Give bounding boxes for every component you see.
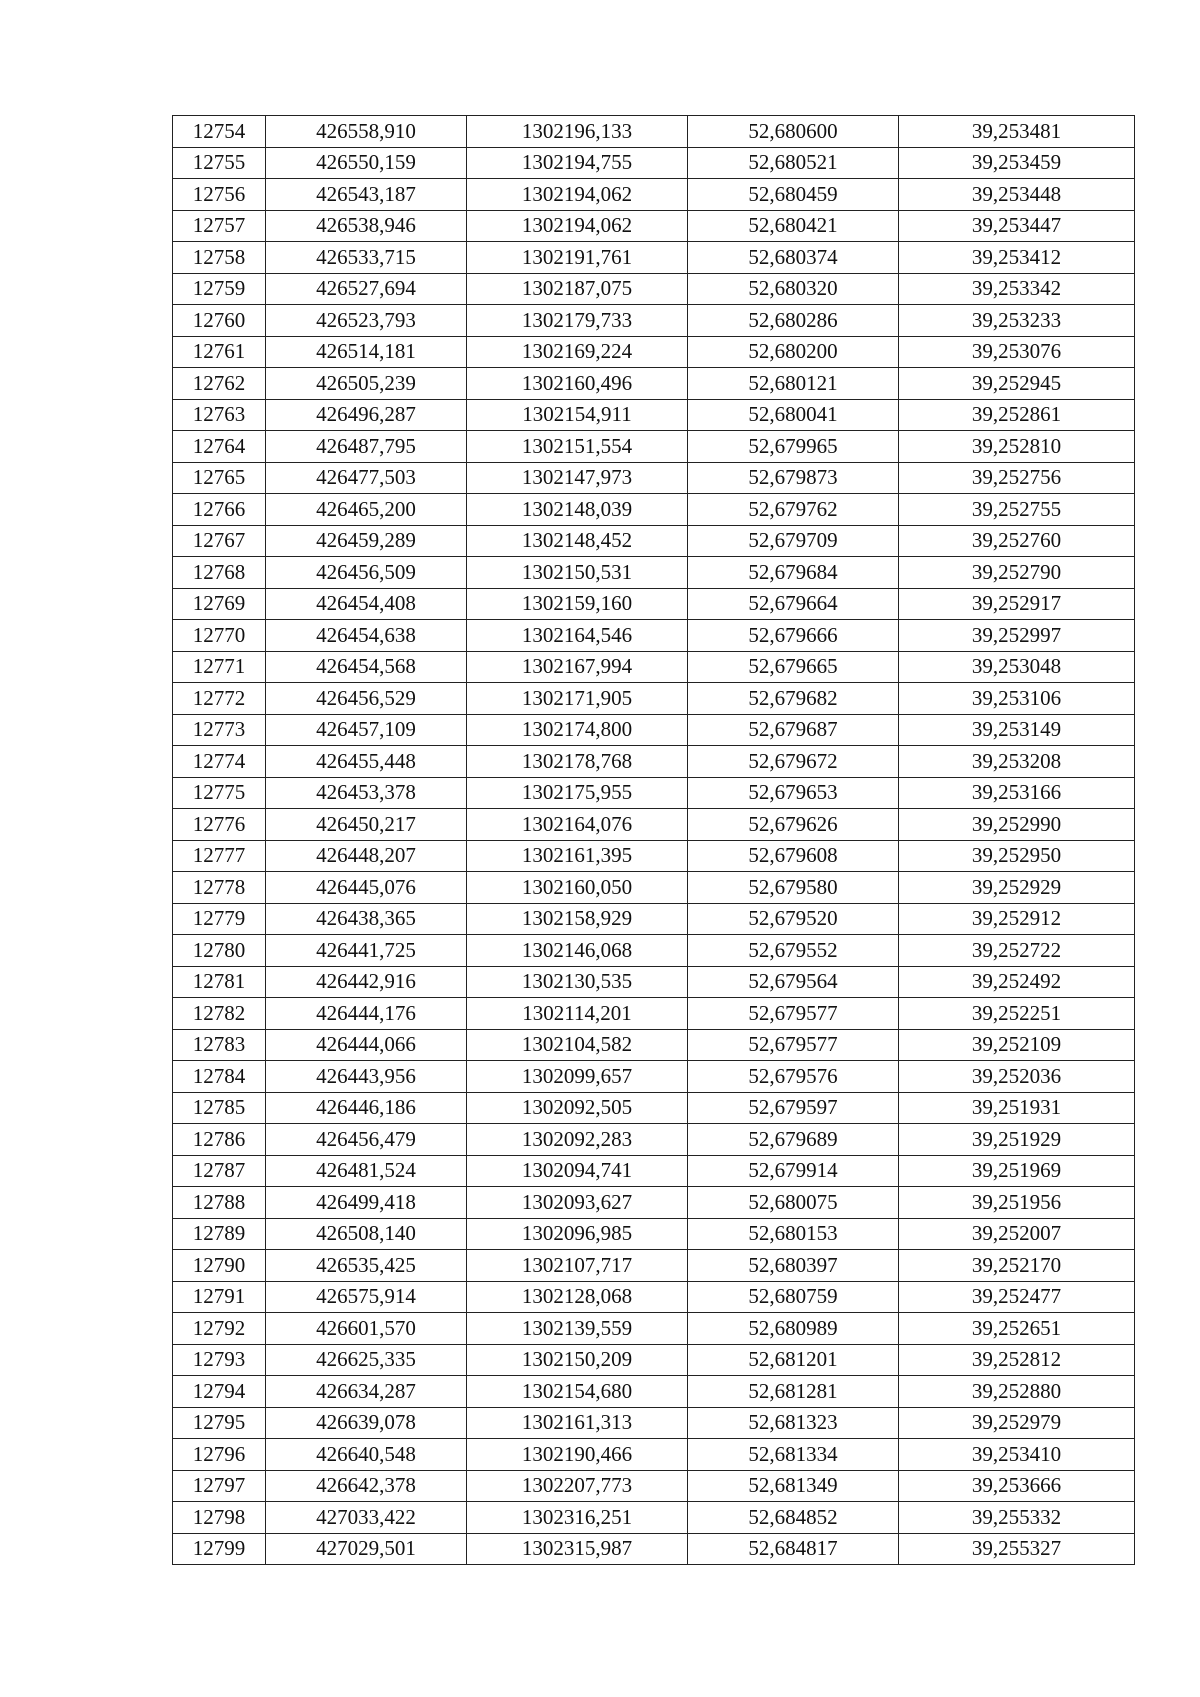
point-number-cell: 12767 xyxy=(173,525,266,557)
latitude-cell: 52,680459 xyxy=(688,179,899,211)
x-coordinate-cell: 426639,078 xyxy=(266,1407,467,1439)
latitude-cell: 52,680153 xyxy=(688,1218,899,1250)
x-coordinate-cell: 426625,335 xyxy=(266,1344,467,1376)
point-number-cell: 12786 xyxy=(173,1124,266,1156)
x-coordinate-cell: 426505,239 xyxy=(266,368,467,400)
table-row xyxy=(173,210,1135,242)
y-coordinate-cell: 1302130,535 xyxy=(467,966,688,998)
point-number-cell: 12755 xyxy=(173,147,266,179)
latitude-cell: 52,680759 xyxy=(688,1281,899,1313)
table-row xyxy=(173,336,1135,368)
longitude-cell: 39,253208 xyxy=(899,746,1135,778)
table-row xyxy=(173,935,1135,967)
point-number-cell: 12794 xyxy=(173,1376,266,1408)
latitude-cell: 52,679576 xyxy=(688,1061,899,1093)
longitude-cell: 39,252492 xyxy=(899,966,1135,998)
point-number-cell: 12773 xyxy=(173,714,266,746)
longitude-cell: 39,253481 xyxy=(899,116,1135,148)
y-coordinate-cell: 1302150,209 xyxy=(467,1344,688,1376)
longitude-cell: 39,252651 xyxy=(899,1313,1135,1345)
x-coordinate-cell: 426454,568 xyxy=(266,651,467,683)
longitude-cell: 39,251969 xyxy=(899,1155,1135,1187)
x-coordinate-cell: 426550,159 xyxy=(266,147,467,179)
latitude-cell: 52,681323 xyxy=(688,1407,899,1439)
y-coordinate-cell: 1302094,741 xyxy=(467,1155,688,1187)
longitude-cell: 39,252861 xyxy=(899,399,1135,431)
y-coordinate-cell: 1302147,973 xyxy=(467,462,688,494)
y-coordinate-cell: 1302169,224 xyxy=(467,336,688,368)
y-coordinate-cell: 1302315,987 xyxy=(467,1533,688,1565)
y-coordinate-cell: 1302175,955 xyxy=(467,777,688,809)
table-row xyxy=(173,1029,1135,1061)
longitude-cell: 39,253448 xyxy=(899,179,1135,211)
latitude-cell: 52,679682 xyxy=(688,683,899,715)
latitude-cell: 52,679597 xyxy=(688,1092,899,1124)
point-number-cell: 12789 xyxy=(173,1218,266,1250)
point-number-cell: 12776 xyxy=(173,809,266,841)
y-coordinate-cell: 1302093,627 xyxy=(467,1187,688,1219)
x-coordinate-cell: 426454,638 xyxy=(266,620,467,652)
longitude-cell: 39,252997 xyxy=(899,620,1135,652)
latitude-cell: 52,684852 xyxy=(688,1502,899,1534)
point-number-cell: 12799 xyxy=(173,1533,266,1565)
longitude-cell: 39,252790 xyxy=(899,557,1135,589)
table-row xyxy=(173,525,1135,557)
x-coordinate-cell: 426445,076 xyxy=(266,872,467,904)
longitude-cell: 39,253106 xyxy=(899,683,1135,715)
latitude-cell: 52,680397 xyxy=(688,1250,899,1282)
y-coordinate-cell: 1302114,201 xyxy=(467,998,688,1030)
y-coordinate-cell: 1302159,160 xyxy=(467,588,688,620)
longitude-cell: 39,252722 xyxy=(899,935,1135,967)
latitude-cell: 52,679873 xyxy=(688,462,899,494)
point-number-cell: 12790 xyxy=(173,1250,266,1282)
x-coordinate-cell: 426601,570 xyxy=(266,1313,467,1345)
y-coordinate-cell: 1302099,657 xyxy=(467,1061,688,1093)
latitude-cell: 52,680600 xyxy=(688,116,899,148)
longitude-cell: 39,252007 xyxy=(899,1218,1135,1250)
latitude-cell: 52,679762 xyxy=(688,494,899,526)
point-number-cell: 12766 xyxy=(173,494,266,526)
x-coordinate-cell: 426444,066 xyxy=(266,1029,467,1061)
x-coordinate-cell: 426535,425 xyxy=(266,1250,467,1282)
y-coordinate-cell: 1302179,733 xyxy=(467,305,688,337)
point-number-cell: 12779 xyxy=(173,903,266,935)
longitude-cell: 39,252170 xyxy=(899,1250,1135,1282)
table-row xyxy=(173,620,1135,652)
point-number-cell: 12764 xyxy=(173,431,266,463)
point-number-cell: 12791 xyxy=(173,1281,266,1313)
y-coordinate-cell: 1302160,496 xyxy=(467,368,688,400)
table-row xyxy=(173,368,1135,400)
point-number-cell: 12771 xyxy=(173,651,266,683)
longitude-cell: 39,253342 xyxy=(899,273,1135,305)
point-number-cell: 12769 xyxy=(173,588,266,620)
latitude-cell: 52,679626 xyxy=(688,809,899,841)
y-coordinate-cell: 1302174,800 xyxy=(467,714,688,746)
latitude-cell: 52,679709 xyxy=(688,525,899,557)
y-coordinate-cell: 1302092,505 xyxy=(467,1092,688,1124)
latitude-cell: 52,681201 xyxy=(688,1344,899,1376)
y-coordinate-cell: 1302154,911 xyxy=(467,399,688,431)
y-coordinate-cell: 1302164,076 xyxy=(467,809,688,841)
latitude-cell: 52,679564 xyxy=(688,966,899,998)
point-number-cell: 12797 xyxy=(173,1470,266,1502)
latitude-cell: 52,679664 xyxy=(688,588,899,620)
latitude-cell: 52,680521 xyxy=(688,147,899,179)
y-coordinate-cell: 1302150,531 xyxy=(467,557,688,589)
table-row xyxy=(173,179,1135,211)
latitude-cell: 52,679965 xyxy=(688,431,899,463)
point-number-cell: 12792 xyxy=(173,1313,266,1345)
point-number-cell: 12763 xyxy=(173,399,266,431)
y-coordinate-cell: 1302164,546 xyxy=(467,620,688,652)
x-coordinate-cell: 426496,287 xyxy=(266,399,467,431)
latitude-cell: 52,679552 xyxy=(688,935,899,967)
table-row xyxy=(173,903,1135,935)
x-coordinate-cell: 426443,956 xyxy=(266,1061,467,1093)
table-row xyxy=(173,273,1135,305)
point-number-cell: 12795 xyxy=(173,1407,266,1439)
point-number-cell: 12775 xyxy=(173,777,266,809)
longitude-cell: 39,252755 xyxy=(899,494,1135,526)
point-number-cell: 12772 xyxy=(173,683,266,715)
point-number-cell: 12793 xyxy=(173,1344,266,1376)
latitude-cell: 52,681281 xyxy=(688,1376,899,1408)
y-coordinate-cell: 1302178,768 xyxy=(467,746,688,778)
point-number-cell: 12777 xyxy=(173,840,266,872)
x-coordinate-cell: 426448,207 xyxy=(266,840,467,872)
latitude-cell: 52,679653 xyxy=(688,777,899,809)
point-number-cell: 12787 xyxy=(173,1155,266,1187)
latitude-cell: 52,684817 xyxy=(688,1533,899,1565)
table-row xyxy=(173,777,1135,809)
y-coordinate-cell: 1302107,717 xyxy=(467,1250,688,1282)
table-row xyxy=(173,1344,1135,1376)
longitude-cell: 39,252810 xyxy=(899,431,1135,463)
x-coordinate-cell: 426457,109 xyxy=(266,714,467,746)
latitude-cell: 52,680989 xyxy=(688,1313,899,1345)
table-row xyxy=(173,1376,1135,1408)
y-coordinate-cell: 1302151,554 xyxy=(467,431,688,463)
longitude-cell: 39,253076 xyxy=(899,336,1135,368)
x-coordinate-cell: 426499,418 xyxy=(266,1187,467,1219)
x-coordinate-cell: 426454,408 xyxy=(266,588,467,620)
longitude-cell: 39,251929 xyxy=(899,1124,1135,1156)
point-number-cell: 12754 xyxy=(173,116,266,148)
x-coordinate-cell: 426441,725 xyxy=(266,935,467,967)
x-coordinate-cell: 426487,795 xyxy=(266,431,467,463)
latitude-cell: 52,680041 xyxy=(688,399,899,431)
point-number-cell: 12760 xyxy=(173,305,266,337)
table-row xyxy=(173,1470,1135,1502)
x-coordinate-cell: 426465,200 xyxy=(266,494,467,526)
longitude-cell: 39,252756 xyxy=(899,462,1135,494)
latitude-cell: 52,680200 xyxy=(688,336,899,368)
x-coordinate-cell: 426538,946 xyxy=(266,210,467,242)
longitude-cell: 39,252990 xyxy=(899,809,1135,841)
longitude-cell: 39,252880 xyxy=(899,1376,1135,1408)
table-row xyxy=(173,462,1135,494)
table-row xyxy=(173,1250,1135,1282)
longitude-cell: 39,252036 xyxy=(899,1061,1135,1093)
table-row xyxy=(173,1124,1135,1156)
y-coordinate-cell: 1302158,929 xyxy=(467,903,688,935)
point-number-cell: 12770 xyxy=(173,620,266,652)
table-row xyxy=(173,1218,1135,1250)
y-coordinate-cell: 1302161,313 xyxy=(467,1407,688,1439)
x-coordinate-cell: 426456,479 xyxy=(266,1124,467,1156)
longitude-cell: 39,255327 xyxy=(899,1533,1135,1565)
latitude-cell: 52,679689 xyxy=(688,1124,899,1156)
latitude-cell: 52,679577 xyxy=(688,1029,899,1061)
y-coordinate-cell: 1302096,985 xyxy=(467,1218,688,1250)
x-coordinate-cell: 426477,503 xyxy=(266,462,467,494)
x-coordinate-cell: 426456,529 xyxy=(266,683,467,715)
longitude-cell: 39,252950 xyxy=(899,840,1135,872)
latitude-cell: 52,680421 xyxy=(688,210,899,242)
table-row xyxy=(173,714,1135,746)
y-coordinate-cell: 1302194,062 xyxy=(467,179,688,211)
table-row xyxy=(173,998,1135,1030)
table-row xyxy=(173,1281,1135,1313)
table-row xyxy=(173,1313,1135,1345)
latitude-cell: 52,680121 xyxy=(688,368,899,400)
table-row xyxy=(173,683,1135,715)
x-coordinate-cell: 426575,914 xyxy=(266,1281,467,1313)
longitude-cell: 39,252979 xyxy=(899,1407,1135,1439)
point-number-cell: 12759 xyxy=(173,273,266,305)
table-row xyxy=(173,651,1135,683)
latitude-cell: 52,679580 xyxy=(688,872,899,904)
point-number-cell: 12774 xyxy=(173,746,266,778)
y-coordinate-cell: 1302194,062 xyxy=(467,210,688,242)
longitude-cell: 39,253149 xyxy=(899,714,1135,746)
y-coordinate-cell: 1302139,559 xyxy=(467,1313,688,1345)
table-row xyxy=(173,809,1135,841)
point-number-cell: 12762 xyxy=(173,368,266,400)
longitude-cell: 39,251931 xyxy=(899,1092,1135,1124)
point-number-cell: 12768 xyxy=(173,557,266,589)
y-coordinate-cell: 1302104,582 xyxy=(467,1029,688,1061)
table-row xyxy=(173,1533,1135,1565)
table-row xyxy=(173,242,1135,274)
point-number-cell: 12761 xyxy=(173,336,266,368)
table-row xyxy=(173,1155,1135,1187)
table-row xyxy=(173,872,1135,904)
table-row xyxy=(173,116,1135,148)
x-coordinate-cell: 426438,365 xyxy=(266,903,467,935)
point-number-cell: 12765 xyxy=(173,462,266,494)
x-coordinate-cell: 426456,509 xyxy=(266,557,467,589)
x-coordinate-cell: 426508,140 xyxy=(266,1218,467,1250)
longitude-cell: 39,252945 xyxy=(899,368,1135,400)
x-coordinate-cell: 426442,916 xyxy=(266,966,467,998)
point-number-cell: 12784 xyxy=(173,1061,266,1093)
y-coordinate-cell: 1302128,068 xyxy=(467,1281,688,1313)
longitude-cell: 39,252912 xyxy=(899,903,1135,935)
table-row xyxy=(173,399,1135,431)
y-coordinate-cell: 1302154,680 xyxy=(467,1376,688,1408)
y-coordinate-cell: 1302190,466 xyxy=(467,1439,688,1471)
point-number-cell: 12780 xyxy=(173,935,266,967)
x-coordinate-cell: 426514,181 xyxy=(266,336,467,368)
table-row xyxy=(173,1092,1135,1124)
longitude-cell: 39,252109 xyxy=(899,1029,1135,1061)
coordinates-table xyxy=(172,115,1135,1565)
table-row xyxy=(173,1187,1135,1219)
latitude-cell: 52,679684 xyxy=(688,557,899,589)
y-coordinate-cell: 1302146,068 xyxy=(467,935,688,967)
table-row xyxy=(173,147,1135,179)
point-number-cell: 12788 xyxy=(173,1187,266,1219)
x-coordinate-cell: 426455,448 xyxy=(266,746,467,778)
y-coordinate-cell: 1302167,994 xyxy=(467,651,688,683)
coordinates-table-body xyxy=(173,116,1135,1565)
x-coordinate-cell: 426481,524 xyxy=(266,1155,467,1187)
point-number-cell: 12778 xyxy=(173,872,266,904)
y-coordinate-cell: 1302207,773 xyxy=(467,1470,688,1502)
table-row xyxy=(173,305,1135,337)
x-coordinate-cell: 426558,910 xyxy=(266,116,467,148)
x-coordinate-cell: 427033,422 xyxy=(266,1502,467,1534)
latitude-cell: 52,681349 xyxy=(688,1470,899,1502)
latitude-cell: 52,680320 xyxy=(688,273,899,305)
longitude-cell: 39,253233 xyxy=(899,305,1135,337)
latitude-cell: 52,679666 xyxy=(688,620,899,652)
longitude-cell: 39,252760 xyxy=(899,525,1135,557)
point-number-cell: 12758 xyxy=(173,242,266,274)
y-coordinate-cell: 1302191,761 xyxy=(467,242,688,274)
longitude-cell: 39,253412 xyxy=(899,242,1135,274)
table-row xyxy=(173,588,1135,620)
latitude-cell: 52,679520 xyxy=(688,903,899,935)
longitude-cell: 39,255332 xyxy=(899,1502,1135,1534)
latitude-cell: 52,680374 xyxy=(688,242,899,274)
table-row xyxy=(173,1061,1135,1093)
latitude-cell: 52,679672 xyxy=(688,746,899,778)
longitude-cell: 39,253666 xyxy=(899,1470,1135,1502)
table-row xyxy=(173,746,1135,778)
x-coordinate-cell: 426523,793 xyxy=(266,305,467,337)
y-coordinate-cell: 1302148,452 xyxy=(467,525,688,557)
longitude-cell: 39,252251 xyxy=(899,998,1135,1030)
point-number-cell: 12757 xyxy=(173,210,266,242)
point-number-cell: 12781 xyxy=(173,966,266,998)
table-row xyxy=(173,966,1135,998)
table-row xyxy=(173,1439,1135,1471)
x-coordinate-cell: 426450,217 xyxy=(266,809,467,841)
latitude-cell: 52,679577 xyxy=(688,998,899,1030)
x-coordinate-cell: 426444,176 xyxy=(266,998,467,1030)
y-coordinate-cell: 1302148,039 xyxy=(467,494,688,526)
longitude-cell: 39,253410 xyxy=(899,1439,1135,1471)
longitude-cell: 39,253166 xyxy=(899,777,1135,809)
longitude-cell: 39,252929 xyxy=(899,872,1135,904)
table-row xyxy=(173,840,1135,872)
latitude-cell: 52,681334 xyxy=(688,1439,899,1471)
longitude-cell: 39,252812 xyxy=(899,1344,1135,1376)
table-row xyxy=(173,1502,1135,1534)
x-coordinate-cell: 426453,378 xyxy=(266,777,467,809)
longitude-cell: 39,253447 xyxy=(899,210,1135,242)
x-coordinate-cell: 426527,694 xyxy=(266,273,467,305)
x-coordinate-cell: 426634,287 xyxy=(266,1376,467,1408)
x-coordinate-cell: 427029,501 xyxy=(266,1533,467,1565)
latitude-cell: 52,680075 xyxy=(688,1187,899,1219)
y-coordinate-cell: 1302092,283 xyxy=(467,1124,688,1156)
y-coordinate-cell: 1302187,075 xyxy=(467,273,688,305)
table-row xyxy=(173,431,1135,463)
point-number-cell: 12785 xyxy=(173,1092,266,1124)
point-number-cell: 12798 xyxy=(173,1502,266,1534)
y-coordinate-cell: 1302316,251 xyxy=(467,1502,688,1534)
latitude-cell: 52,679665 xyxy=(688,651,899,683)
longitude-cell: 39,252477 xyxy=(899,1281,1135,1313)
y-coordinate-cell: 1302194,755 xyxy=(467,147,688,179)
point-number-cell: 12783 xyxy=(173,1029,266,1061)
y-coordinate-cell: 1302196,133 xyxy=(467,116,688,148)
point-number-cell: 12796 xyxy=(173,1439,266,1471)
table-row xyxy=(173,557,1135,589)
longitude-cell: 39,252917 xyxy=(899,588,1135,620)
x-coordinate-cell: 426642,378 xyxy=(266,1470,467,1502)
x-coordinate-cell: 426459,289 xyxy=(266,525,467,557)
latitude-cell: 52,679608 xyxy=(688,840,899,872)
longitude-cell: 39,253048 xyxy=(899,651,1135,683)
x-coordinate-cell: 426533,715 xyxy=(266,242,467,274)
longitude-cell: 39,251956 xyxy=(899,1187,1135,1219)
latitude-cell: 52,679914 xyxy=(688,1155,899,1187)
point-number-cell: 12756 xyxy=(173,179,266,211)
latitude-cell: 52,679687 xyxy=(688,714,899,746)
x-coordinate-cell: 426640,548 xyxy=(266,1439,467,1471)
table-row xyxy=(173,494,1135,526)
x-coordinate-cell: 426543,187 xyxy=(266,179,467,211)
y-coordinate-cell: 1302161,395 xyxy=(467,840,688,872)
point-number-cell: 12782 xyxy=(173,998,266,1030)
x-coordinate-cell: 426446,186 xyxy=(266,1092,467,1124)
latitude-cell: 52,680286 xyxy=(688,305,899,337)
y-coordinate-cell: 1302171,905 xyxy=(467,683,688,715)
longitude-cell: 39,253459 xyxy=(899,147,1135,179)
y-coordinate-cell: 1302160,050 xyxy=(467,872,688,904)
table-row xyxy=(173,1407,1135,1439)
